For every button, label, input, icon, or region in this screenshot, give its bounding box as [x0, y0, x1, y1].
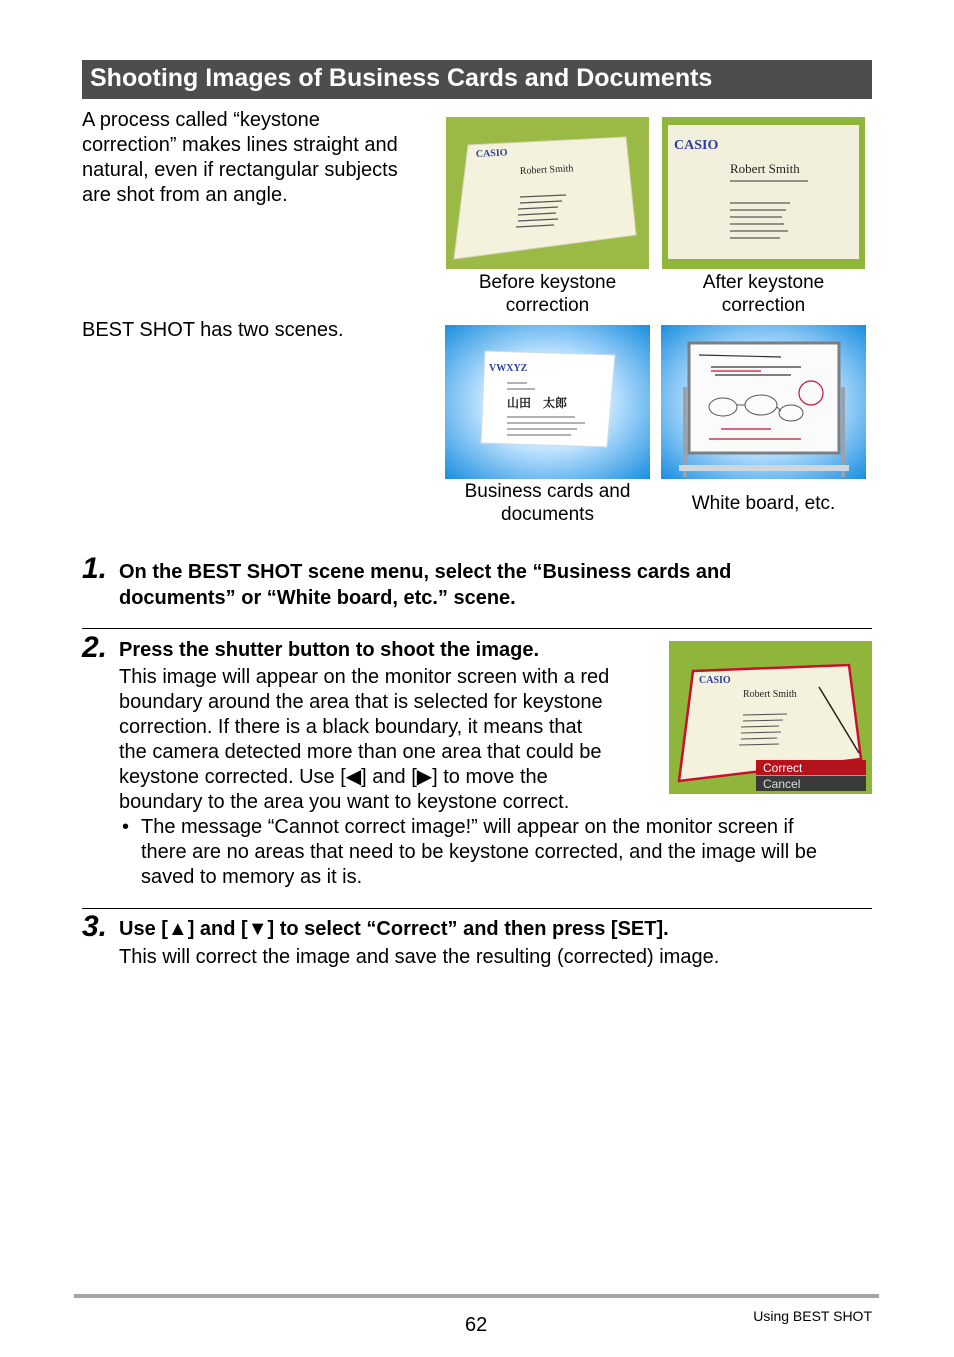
monitor-card-name: Robert Smith [743, 689, 797, 700]
business-card-brand: VWXYZ [489, 363, 528, 374]
caption-line: documents [501, 504, 594, 525]
scenes-text: BEST SHOT has two scenes. [82, 319, 344, 341]
before-keystone-photo [446, 117, 649, 269]
step-1-title [119, 559, 879, 611]
step-title-line: documents” or “White board, etc.” scene. [119, 587, 516, 609]
step-3-title: Use [▲] and [▼] to select “Correct” and then press [SET]. [119, 918, 669, 940]
monitor-card-brand: CASIO [699, 675, 731, 686]
business-card-name: 山田 太郎 [507, 396, 568, 410]
after-keystone-photo [662, 117, 865, 269]
after-keystone-caption [662, 271, 865, 317]
step-3-body: This will correct the image and save the resulting (corrected) image. [119, 946, 720, 968]
after-card-name: Robert Smith [730, 161, 800, 176]
before-card-name: Robert Smith [519, 163, 574, 177]
bullet-marker: • [122, 816, 130, 838]
step-title-line: On the BEST SHOT scene menu, select the “Business cards and [119, 561, 732, 583]
body-line: boundary to the area you want to keystone correct. [119, 791, 570, 813]
section-title: Shooting Images of Business Cards and Documents [90, 64, 713, 92]
business-cards-caption [445, 480, 650, 526]
page-number: 62 [465, 1314, 488, 1336]
before-keystone-caption [446, 271, 649, 317]
intro-line: A process called “keystone [82, 109, 320, 131]
step-3-number: 3. [82, 910, 108, 943]
note-line: there are no areas that need to be keystone corrected, and the image will be [141, 841, 817, 863]
after-card-brand: CASIO [674, 138, 719, 153]
step-divider [82, 908, 872, 909]
caption-line: Before keystone [478, 272, 617, 293]
step-2-title: Press the shutter button to shoot the image. [119, 639, 540, 661]
body-line: This image will appear on the monitor screen with a red [119, 666, 610, 688]
chapter-name: Using BEST SHOT [753, 1308, 872, 1324]
note-line: saved to memory as it is. [141, 866, 363, 888]
body-line: keystone corrected. Use [◀] and [▶] to move the [119, 766, 548, 788]
menu-cancel: Cancel [763, 777, 801, 791]
step-2-body [119, 665, 649, 815]
menu-correct: Correct [763, 761, 803, 775]
body-line: boundary around the area that is selected for keystone [119, 691, 603, 713]
note-line: The message “Cannot correct image!” will appear on the monitor screen if [141, 816, 794, 838]
business-cards-photo [445, 325, 650, 479]
intro-line: correction” makes lines straight and [82, 134, 398, 156]
intro-line: are shot from an angle. [82, 184, 288, 206]
section-title-bar [82, 60, 872, 99]
whiteboard-caption: White board, etc. [691, 493, 836, 514]
caption-line: After keystone [702, 272, 825, 293]
caption-line: correction [721, 295, 806, 316]
caption-line: Business cards and [464, 481, 631, 502]
before-card-brand: CASIO [475, 147, 508, 160]
step-divider [82, 628, 872, 629]
intro-paragraph [82, 108, 422, 208]
step-2-number: 2. [82, 631, 108, 664]
intro-line: natural, even if rectangular subjects [82, 159, 398, 181]
body-line: the camera detected more than one area that could be [119, 741, 602, 763]
caption-line: correction [505, 295, 590, 316]
step-2-note [141, 815, 876, 890]
whiteboard-photo [661, 325, 866, 479]
footer-rule [74, 1294, 879, 1298]
monitor-screen-photo [669, 641, 872, 794]
step-1-number: 1. [82, 552, 108, 585]
body-line: correction. If there is a black boundary, it means that [119, 716, 583, 738]
